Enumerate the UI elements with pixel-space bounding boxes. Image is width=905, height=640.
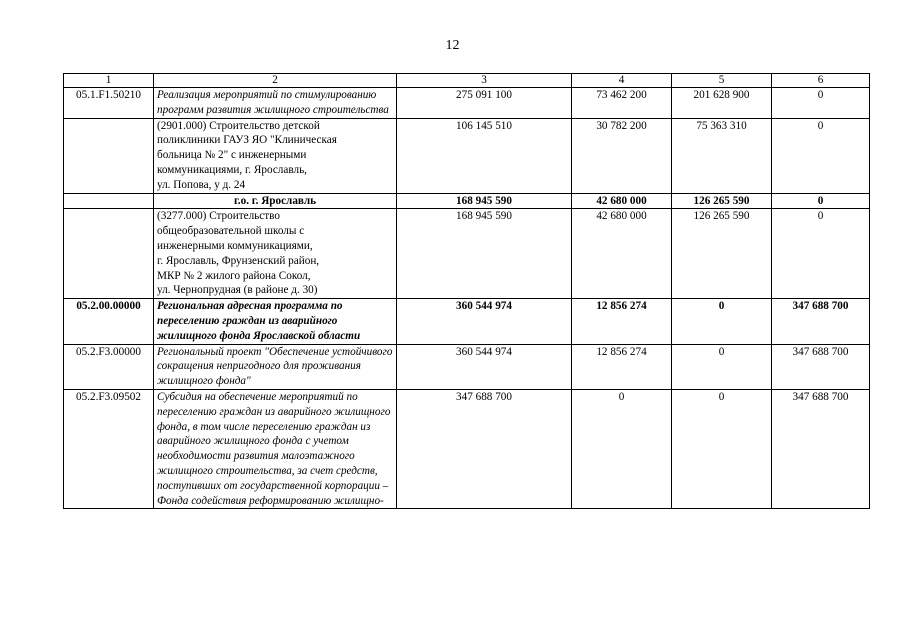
column-header: 1 xyxy=(64,74,154,88)
table-header-row xyxy=(64,74,870,88)
row-name-line: (2901.000) Строительство детской xyxy=(157,119,320,132)
row-value-col6: 0 xyxy=(772,88,870,119)
row-value-total: 106 145 510 xyxy=(397,118,572,193)
row-value-col4: 12 856 274 xyxy=(572,344,672,389)
row-name-line: поликлиники ГАУЗ ЯО "Клиническая xyxy=(157,134,337,147)
row-value-col4: 0 xyxy=(572,389,672,508)
page-number: 12 xyxy=(445,38,460,53)
row-value-col4: 30 782 200 xyxy=(572,118,672,193)
row-value-total: 275 091 100 xyxy=(397,88,572,119)
row-value-col4: 12 856 274 xyxy=(572,299,672,344)
row-name-line: больница № 2" с инженерными xyxy=(157,149,307,162)
table-row xyxy=(64,389,870,508)
table-row xyxy=(64,193,870,209)
row-value-col5: 0 xyxy=(672,344,772,389)
row-value-total: 347 688 700 xyxy=(397,389,572,508)
row-name-line: г. Ярославль, Фрунзенский район, xyxy=(157,254,320,267)
row-name-line: инженерными коммуникациями, xyxy=(157,239,313,252)
row-value-col6: 347 688 700 xyxy=(772,344,870,389)
row-value-col4: 42 680 000 xyxy=(572,193,672,209)
row-code xyxy=(64,193,154,209)
row-value-col5: 126 265 590 xyxy=(672,209,772,299)
row-name-line: (3277.000) Строительство xyxy=(157,210,280,223)
table-row xyxy=(64,88,870,119)
table-row xyxy=(64,344,870,389)
row-value-col5: 75 363 310 xyxy=(672,118,772,193)
row-value-col6: 0 xyxy=(772,193,870,209)
row-value-col5: 201 628 900 xyxy=(672,88,772,119)
column-header: 6 xyxy=(772,74,870,88)
row-name: г.о. г. Ярославль xyxy=(154,193,397,209)
row-value-total: 360 544 974 xyxy=(397,344,572,389)
row-value-col4: 42 680 000 xyxy=(572,209,672,299)
column-header: 4 xyxy=(572,74,672,88)
column-header: 2 xyxy=(154,74,397,88)
row-value-col6: 347 688 700 xyxy=(772,389,870,508)
row-name-line: ул. Попова, у д. 24 xyxy=(157,178,246,191)
row-name-line: общеобразовательной школы с xyxy=(157,225,305,238)
row-name-line: ул. Чернопрудная (в районе д. 30) xyxy=(157,284,318,297)
column-header: 3 xyxy=(397,74,572,88)
row-value-col5: 126 265 590 xyxy=(672,193,772,209)
row-code: 05.2.F3.00000 xyxy=(64,344,154,389)
row-code: 05.2.F3.09502 xyxy=(64,389,154,508)
table-row xyxy=(64,118,870,193)
row-name-line: МКР № 2 жилого района Сокол, xyxy=(157,269,311,282)
row-value-col4: 73 462 200 xyxy=(572,88,672,119)
row-value-total: 360 544 974 xyxy=(397,299,572,344)
row-code: 05.1.F1.50210 xyxy=(64,88,154,119)
row-code xyxy=(64,209,154,299)
row-name: Реализация мероприятий по стимулированию программ развития жилищного строительства xyxy=(154,88,397,119)
row-value-total: 168 945 590 xyxy=(397,193,572,209)
table-row xyxy=(64,209,870,299)
row-value-col6: 0 xyxy=(772,209,870,299)
row-code xyxy=(64,118,154,193)
row-name-line: коммуникациями, г. Ярославль, xyxy=(157,163,307,176)
row-name: Субсидия на обеспечение мероприятий по переселению граждан из аварийного жилищного фонда, в том числе переселению граждан из аварийного жилищного фонда с учетом необходимости развития малоэтажного жилищного строительства, за счет средств, поступивших от государственной корпорации – Фонда содействия реформированию жилищно- xyxy=(154,389,397,508)
row-value-col6: 0 xyxy=(772,118,870,193)
row-name: Региональная адресная программа по переселению граждан из аварийного жилищного фонда Ярославской области xyxy=(154,299,397,344)
row-code: 05.2.00.00000 xyxy=(64,299,154,344)
row-value-col5: 0 xyxy=(672,299,772,344)
budget-table xyxy=(63,73,870,509)
row-value-col6: 347 688 700 xyxy=(772,299,870,344)
row-value-total: 168 945 590 xyxy=(397,209,572,299)
row-value-col5: 0 xyxy=(672,389,772,508)
column-header: 5 xyxy=(672,74,772,88)
row-name: Региональный проект "Обеспечение устойчивого сокращения непригодного для проживания жилищного фонда" xyxy=(154,344,397,389)
row-name xyxy=(154,209,397,299)
row-name xyxy=(154,118,397,193)
table-row xyxy=(64,299,870,344)
